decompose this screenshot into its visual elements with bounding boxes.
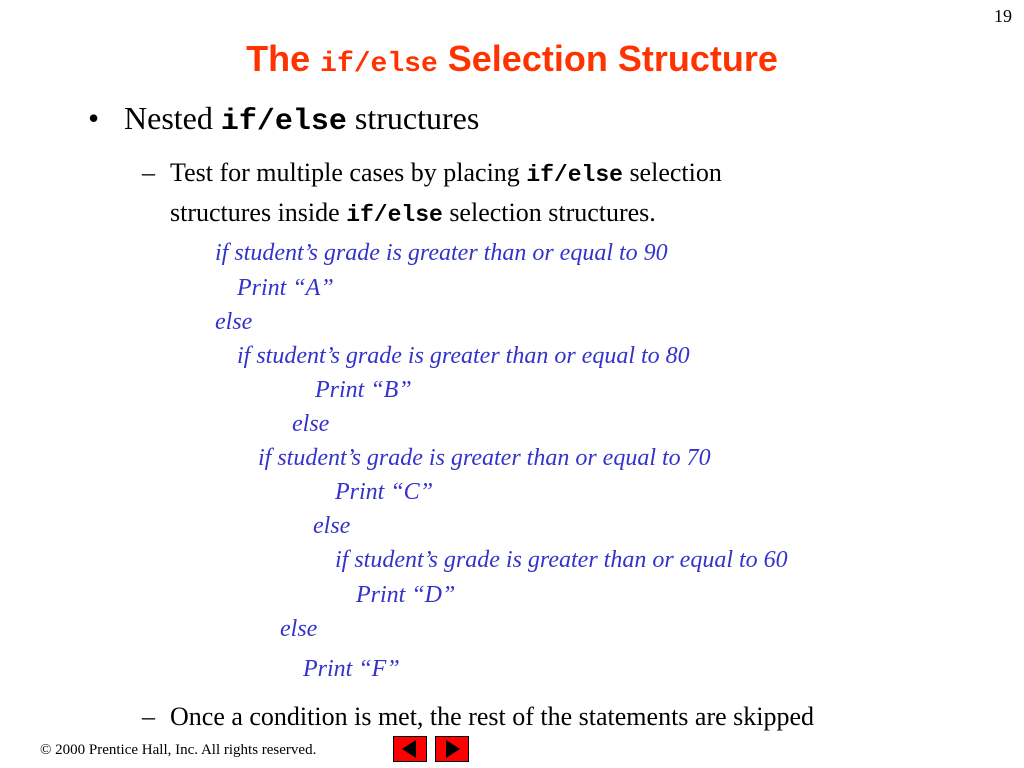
right-triangle-icon (436, 737, 468, 761)
sub-bullet-1-line2-text-after: selection structures. (442, 198, 656, 227)
bullet-code: if/else (220, 105, 347, 139)
pseudocode-line: Print “B” (315, 377, 412, 403)
sub-bullet-dash: – (142, 158, 155, 187)
sub-bullet-2-text: Once a condition is met, the rest of the statements are skipped (170, 702, 815, 731)
sub-bullet-dash: – (142, 702, 155, 731)
sub-bullet-1-line2-code: if/else (346, 202, 443, 228)
main-bullet (88, 100, 479, 139)
sub-bullet-1-line-1 (142, 154, 722, 194)
pseudocode-line: else (313, 513, 351, 539)
sub-bullet-1-text: Test for multiple cases by placing (170, 158, 527, 187)
sub-bullet-1-line-2 (142, 194, 722, 234)
sub-bullet-1-text-after: selection (622, 158, 722, 187)
pseudocode-line: else (292, 411, 330, 437)
pseudocode-line: if student’s grade is greater than or equal to 60 (335, 547, 788, 573)
next-slide-button[interactable] (435, 736, 469, 762)
pseudocode-line: Print “D” (356, 582, 456, 608)
slide-title (0, 38, 1024, 80)
pseudocode-line: Print “C” (335, 479, 434, 505)
left-triangle-icon (394, 737, 426, 761)
pseudocode-line: Print “A” (237, 275, 334, 301)
title-text-before: The (246, 38, 321, 79)
title-code: if/else (320, 49, 438, 80)
pseudocode-line: if student’s grade is greater than or equal to 80 (237, 343, 690, 369)
pseudocode-line: if student’s grade is greater than or equal to 70 (258, 445, 711, 471)
pseudocode-line: else (280, 616, 318, 642)
slide-number: 19 (994, 6, 1012, 26)
sub-bullet-1 (142, 154, 722, 234)
sub-bullet-1-line2-text: structures inside (170, 198, 347, 227)
pseudocode-line: else (215, 309, 253, 335)
sub-bullet-2 (142, 698, 814, 736)
title-text-after: Selection Structure (437, 38, 778, 79)
sub-bullet-1-code: if/else (526, 162, 623, 188)
pseudocode-line: Print “F” (303, 656, 400, 682)
bullet-marker: • (88, 100, 100, 136)
copyright-footer: © 2000 Prentice Hall, Inc. All rights reserved. (40, 742, 317, 758)
pseudocode-line: if student’s grade is greater than or equal to 90 (215, 240, 668, 266)
bullet-text-after: structures (346, 100, 480, 136)
previous-slide-button[interactable] (393, 736, 427, 762)
bullet-text-before: Nested (124, 100, 221, 136)
